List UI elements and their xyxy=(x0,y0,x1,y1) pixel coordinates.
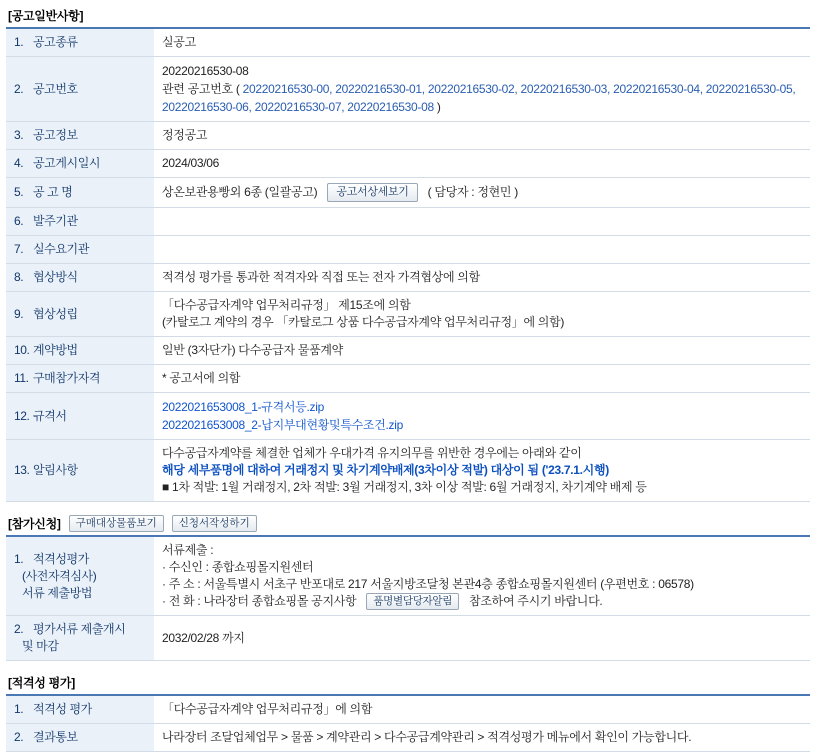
row-number: 13. xyxy=(14,463,30,477)
row-number: 5. xyxy=(14,185,24,199)
row-number: 12. xyxy=(14,408,30,423)
row-value-number xyxy=(154,57,810,122)
row-label-text: 공고게시일시 xyxy=(32,156,101,170)
table-row xyxy=(6,536,810,616)
notice-line-1: 다수공급자계약를 체결한 업체가 우대가격 유지의무를 위반한 경우에는 아래와 같이 xyxy=(162,446,582,460)
related-number[interactable]: 20220216530-02, xyxy=(427,82,518,96)
table-row xyxy=(6,122,810,150)
row-label-text: 알림사항 xyxy=(32,463,78,477)
row-value-contract-method: 일반 (3자단가) 다수공급자 물품계약 xyxy=(154,337,810,365)
row-label-ordering-org xyxy=(6,208,154,236)
related-number[interactable]: 20220216530-04, xyxy=(613,82,703,96)
table-row xyxy=(6,724,810,752)
item-manager-notice-button[interactable]: 품명별담당자알림 xyxy=(366,593,459,610)
announcement-detail-button[interactable]: 공고서상세보기 xyxy=(327,183,417,202)
row-value-reference-price: * 공고서에 의함 xyxy=(154,365,810,393)
row-label-text: 공 고 명 xyxy=(32,185,73,199)
row-value-result-notice: 나라장터 조달업체업무 > 물품 > 계약관리 > 다수공급계약관리 > 적격성평가 메뉴에서 확인이 가능합니다. xyxy=(154,724,810,752)
row-number: 1. xyxy=(14,702,24,716)
view-target-items-button[interactable]: 구매대상물품보기 xyxy=(69,515,164,532)
row-value-negotiation-conclusion xyxy=(154,292,810,337)
row-label-evaluation xyxy=(6,695,154,724)
negotiation-conclusion-line1: 「다수공급자계약 업무처리규정」 제15조에 의함 xyxy=(162,298,411,312)
row-label-contract-method xyxy=(6,337,154,365)
related-number[interactable]: 20220216530-03, xyxy=(520,82,611,96)
row-label-demand-org xyxy=(6,236,154,264)
row-number: 8. xyxy=(14,270,24,284)
related-number[interactable]: 20220216530-05, xyxy=(705,82,796,96)
participation-table xyxy=(6,535,810,661)
attachment-link[interactable]: 2022021653008_2-납지부대현황및특수조건.zip xyxy=(162,418,403,432)
row-label-text: 공고종류 xyxy=(32,35,78,49)
row-label-negotiation-method xyxy=(6,264,154,292)
row-number: 2. xyxy=(14,730,24,744)
general-info-table xyxy=(6,27,810,502)
row-number: 11. xyxy=(14,371,29,385)
table-row xyxy=(6,393,810,440)
announcement-number: 20220216530-08 xyxy=(162,64,249,78)
related-prefix: 관련 공고번호 ( xyxy=(162,82,240,96)
row-label-text: 협상방식 xyxy=(32,270,78,284)
row-label-text-2: (사전자격심사) xyxy=(22,568,97,583)
submission-address: · 주 소 : 서울특별시 서초구 반포대로 217 서울지방조달청 본관4층 종합쇼핑몰지원센터 (우편번호 : 06578) xyxy=(162,577,694,591)
row-value-negotiation-method: 적격성 평가를 통과한 적격자와 직접 또는 전자 가격협상에 의함 xyxy=(154,264,810,292)
related-suffix: ) xyxy=(436,100,441,114)
submission-title: 서류제출 : xyxy=(162,543,214,557)
row-label-info xyxy=(6,122,154,150)
row-value-evaluation: 「다수공급자계약 업무처리규정」에 의함 xyxy=(154,695,810,724)
evaluation-table xyxy=(6,694,810,752)
row-label-text: 적격성평가 xyxy=(32,551,89,566)
table-row xyxy=(6,236,810,264)
row-label-text-2: 및 마감 xyxy=(22,639,59,653)
row-label-text: 적격성 평가 xyxy=(32,702,92,716)
row-number: 1. xyxy=(14,551,24,566)
submission-phone-pre: · 전 화 : 나라장터 종합쇼핑몰 공지사항 xyxy=(162,594,357,608)
row-label-spec-docs xyxy=(6,393,154,440)
row-label-negotiation-conclusion xyxy=(6,292,154,337)
related-number[interactable]: 20220216530-00, xyxy=(242,82,333,96)
row-label-text: 공고번호 xyxy=(32,81,78,96)
row-value-spec-docs xyxy=(154,393,810,440)
attachment-link[interactable]: 2022021653008_1-규격서등.zip xyxy=(162,400,324,414)
submission-recipient: · 수신인 : 종합쇼핑몰지원센터 xyxy=(162,560,314,574)
row-label-text: 규격서 xyxy=(32,408,67,423)
section-spacer xyxy=(6,661,810,667)
row-number: 2. xyxy=(14,622,24,636)
table-row xyxy=(6,440,810,502)
row-number: 9. xyxy=(14,306,24,321)
row-value-posted: 2024/03/06 xyxy=(154,150,810,178)
row-value-info: 정정공고 xyxy=(154,122,810,150)
row-value-eligibility xyxy=(154,536,810,616)
row-number: 1. xyxy=(14,35,24,49)
row-number: 3. xyxy=(14,128,24,142)
row-label-submission-period xyxy=(6,616,154,661)
row-label-text: 실수요기관 xyxy=(32,242,89,256)
notice-line-3: ■ 1차 적발: 1월 거래정지, 2차 적발: 3월 거래정지, 3차 이상 적발: 6월 거래정지, 차기계약 배제 등 xyxy=(162,480,647,494)
row-number: 10. xyxy=(14,343,30,357)
related-number[interactable]: 20220216530-08 xyxy=(347,100,434,114)
row-number: 4. xyxy=(14,156,24,170)
section-title-general: [공고일반사항] xyxy=(8,8,84,23)
row-label-number xyxy=(6,57,154,122)
row-label-notice xyxy=(6,440,154,502)
table-row xyxy=(6,292,810,337)
row-label-kind xyxy=(6,28,154,57)
row-value-demand-org xyxy=(154,236,810,264)
related-number[interactable]: 20220216530-01, xyxy=(335,82,425,96)
table-row xyxy=(6,28,810,57)
section-spacer xyxy=(6,502,810,508)
row-value-name xyxy=(154,178,810,208)
row-label-text: 협상성립 xyxy=(32,306,78,321)
row-number: 7. xyxy=(14,242,24,256)
table-row xyxy=(6,616,810,661)
row-label-text: 발주기관 xyxy=(32,214,78,228)
section-header-participation xyxy=(8,514,810,532)
manager-text: ( 담당자 : 정현민 ) xyxy=(427,185,518,199)
row-label-posted xyxy=(6,150,154,178)
submission-phone-post: 참조하여 주시기 바랍니다. xyxy=(469,594,603,608)
row-label-text: 구매참가자격 xyxy=(32,371,101,385)
row-value-notice xyxy=(154,440,810,502)
notice-line-2: 해당 세부품명에 대하여 거래정지 및 차기계약배제(3차이상 적발) 대상이 됨 ('23.7.1.시행) xyxy=(162,463,609,477)
section-header-general xyxy=(8,6,810,24)
row-label-name xyxy=(6,178,154,208)
related-number[interactable]: 20220216530-07, xyxy=(254,100,345,114)
table-row xyxy=(6,365,810,393)
submission-phone-row xyxy=(162,593,802,610)
write-application-button[interactable]: 신청서작성하기 xyxy=(172,515,257,532)
section-header-evaluation xyxy=(8,673,810,691)
section-title-evaluation: [적격성 평가] xyxy=(8,675,75,690)
announcement-name-text: 상온보관용빵외 6종 (일괄공고) xyxy=(162,185,318,199)
row-value-submission-period: 2032/02/28 까지 xyxy=(154,616,810,661)
row-label-eligibility xyxy=(6,536,154,616)
table-row xyxy=(6,264,810,292)
row-number: 2. xyxy=(14,81,24,96)
row-label-result-notice xyxy=(6,724,154,752)
document-page xyxy=(0,6,816,752)
row-value-ordering-org xyxy=(154,208,810,236)
row-value-kind: 실공고 xyxy=(154,28,810,57)
table-row xyxy=(6,337,810,365)
row-label-text: 계약방법 xyxy=(32,343,78,357)
section-title-participation: [참가신청] xyxy=(8,516,61,531)
table-row xyxy=(6,178,810,208)
related-announcement-numbers xyxy=(162,80,802,116)
negotiation-conclusion-line2: (카탈로그 계약의 경우 「카탈로그 상품 다수공급자계약 업무처리규정」에 의함) xyxy=(162,315,565,329)
row-label-reference-price xyxy=(6,365,154,393)
table-row xyxy=(6,208,810,236)
table-row xyxy=(6,150,810,178)
row-label-text-3: 서류 제출방법 xyxy=(22,585,93,600)
table-row xyxy=(6,695,810,724)
row-label-text: 평가서류 제출개시 xyxy=(32,622,126,636)
row-number: 6. xyxy=(14,214,24,228)
row-label-text: 결과통보 xyxy=(32,730,78,744)
table-row xyxy=(6,57,810,122)
row-label-text: 공고정보 xyxy=(32,128,78,142)
related-number[interactable]: 20220216530-06, xyxy=(162,100,252,114)
